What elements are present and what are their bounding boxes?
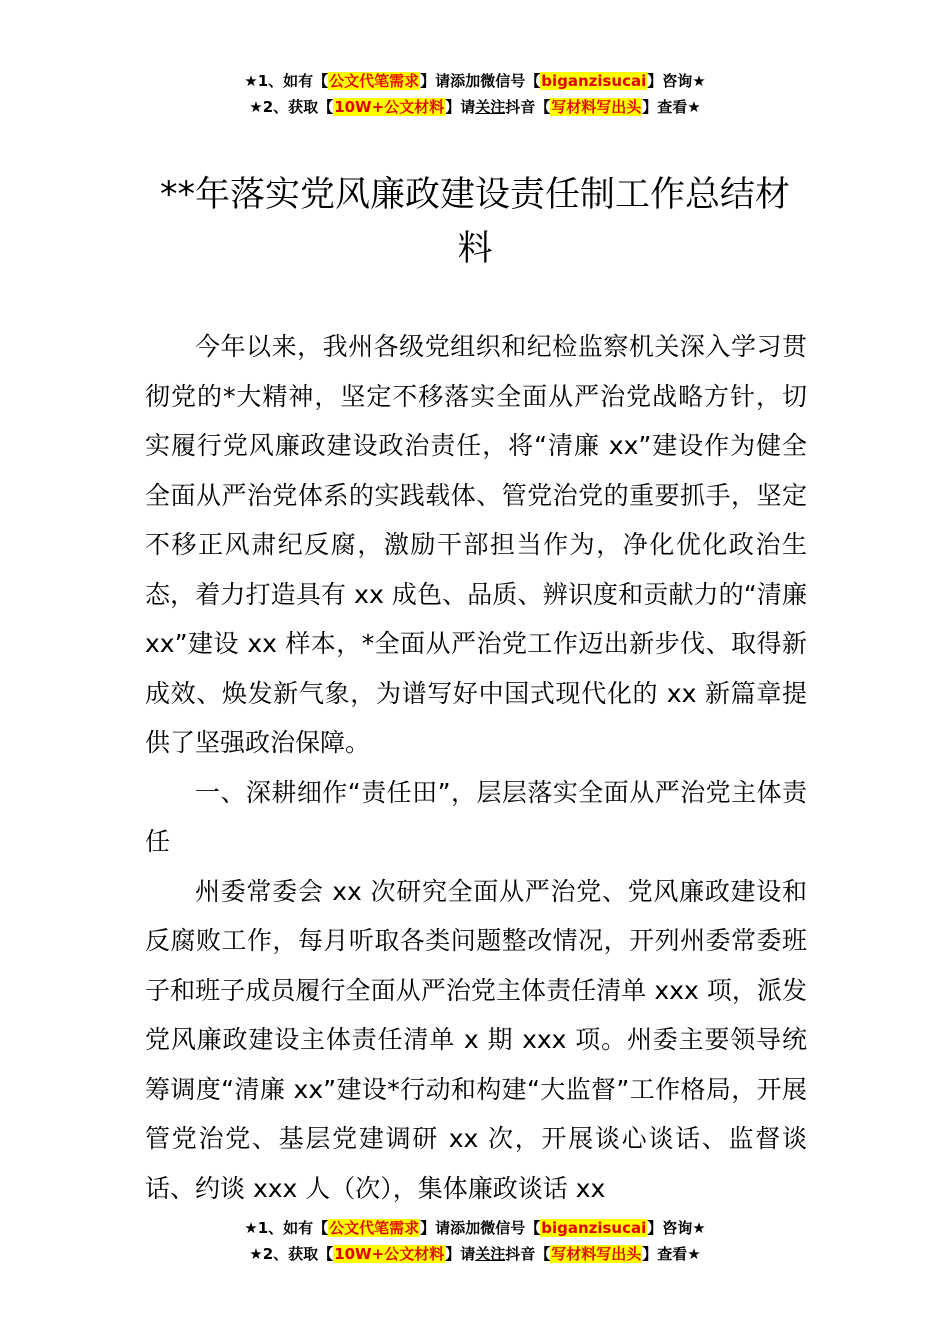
promo-highlight-douyin-account: 写材料写出头 bbox=[551, 98, 642, 116]
section-1-heading: 一、深耕细作“责任田”，层层落实全面从严治党主体责任 bbox=[145, 777, 807, 856]
document-title: **年落实党风廉政建设责任制工作总结材料 bbox=[159, 175, 790, 269]
promo-highlight-materials: 10W+公文材料 bbox=[334, 1245, 445, 1263]
promo-banner-bottom bbox=[0, 1215, 950, 1267]
promo-highlight-wechat-id: biganzisucai bbox=[541, 1219, 647, 1237]
promo-banner-top bbox=[0, 68, 950, 120]
section-1-paragraph: 州委常委会 xx 次研究全面从严治党、党风廉政建设和反腐败工作，每月听取各类问题整改情况，开列州委常委班子和班子成员履行全面从严治党主体责任清单 xxx 项，派发党风廉政建设主体责任清单 x 期 xxx 项。州委主要领导统筹调度“清廉 xx”建设*行动和构建“大监督”工作格局，开展管党治党、基层党建调研 xx 次，开展谈心谈话、监督谈话、约谈 xxx 人（次），集体廉政谈话 xx bbox=[145, 876, 807, 1203]
intro-paragraph: 今年以来，我州各级党组织和纪检监察机关深入学习贯彻党的*大精神，坚定不移落实全面从严治党战略方针，切实履行党风廉政建设政治责任，将“清廉 xx”建设作为健全全面从严治党体系的实践载体、管党治党的重要抓手，坚定不移正风肃纪反腐，激励干部担当作为，净化优化政治生态，着力打造具有 xx 成色、品质、辨识度和贡献力的“清廉 xx”建设 xx 样本，*全面从严治党工作迈出新步伐、取得新成效、焕发新气象，为谱写好中国式现代化的 xx 新篇章提供了坚强政治保障。 bbox=[145, 332, 807, 757]
promo-line-2: ★2、获取【10W+公文材料】请关注抖音【写材料写出头】查看★ bbox=[249, 98, 701, 116]
promo-line-2: ★2、获取【10W+公文材料】请关注抖音【写材料写出头】查看★ bbox=[249, 1245, 701, 1263]
document-body bbox=[145, 322, 807, 1213]
promo-highlight-douyin-account: 写材料写出头 bbox=[551, 1245, 642, 1263]
promo-line-1: ★1、如有【公文代笔需求】请添加微信号【biganzisucai】咨询★ bbox=[244, 1219, 706, 1237]
promo-highlight-service: 公文代笔需求 bbox=[329, 72, 420, 90]
promo-highlight-service: 公文代笔需求 bbox=[329, 1219, 420, 1237]
promo-line-1: ★1、如有【公文代笔需求】请添加微信号【biganzisucai】咨询★ bbox=[244, 72, 706, 90]
promo-highlight-wechat-id: biganzisucai bbox=[541, 72, 647, 90]
promo-highlight-materials: 10W+公文材料 bbox=[334, 98, 445, 116]
